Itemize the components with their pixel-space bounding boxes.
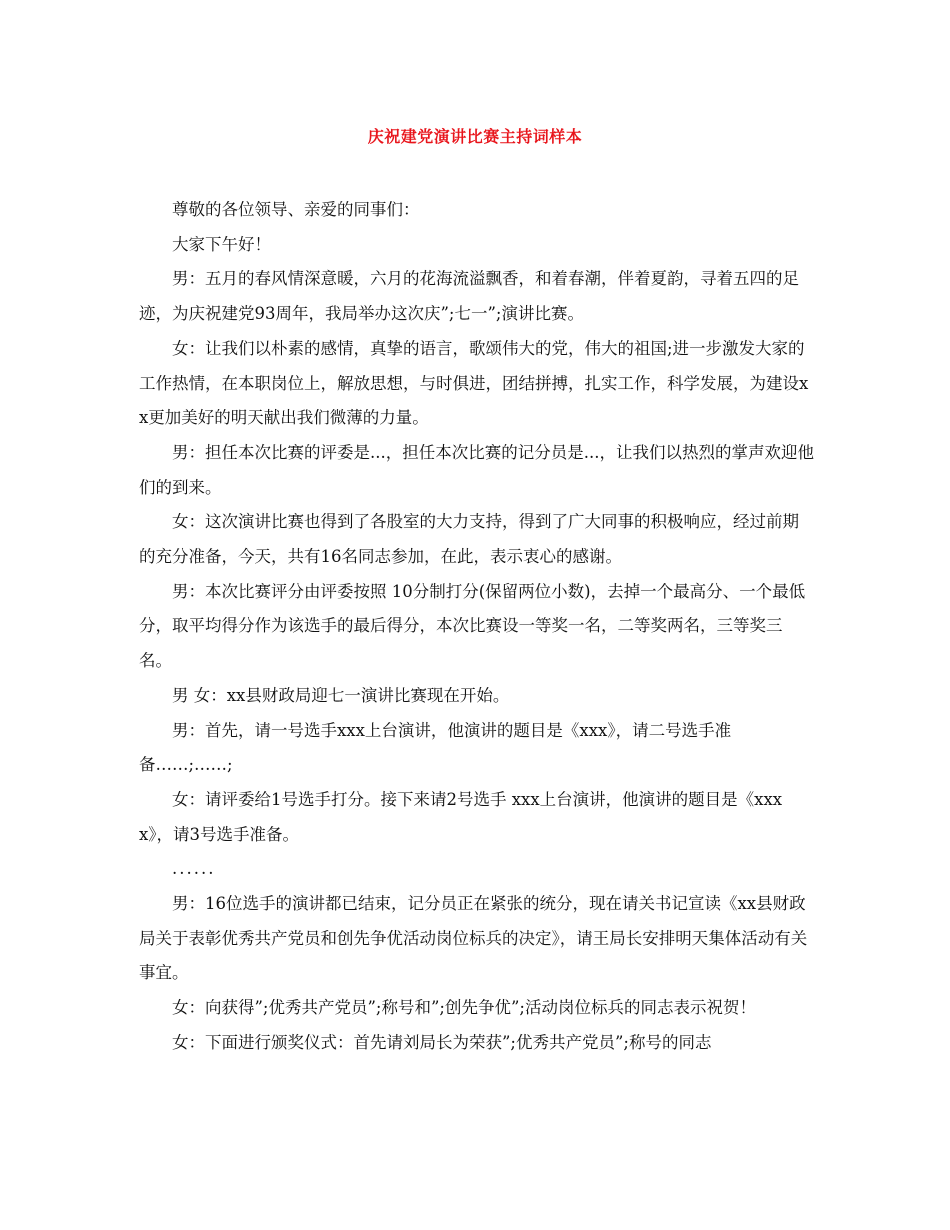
paragraph-female-opening: 女：让我们以朴素的感情，真挚的语言，歌颂伟大的党，伟大的祖国;进一步激发大家的工作热情，在本职岗位上，解放思想，与时俱进，团结拼搏，扎实工作，科学发展，为建设xx更加美好的明天献出我们微薄的力量。 [139,338,809,428]
document-title: 庆祝建党演讲比赛主持词样本 [367,127,583,146]
paragraph-good-afternoon: 大家下午好！ [172,234,271,254]
paragraph-congratulations: 女：向获得”;优秀共产党员”;称号和”;创先争优”;活动岗位标兵的同志表示祝贺！ [172,998,756,1018]
paragraph-ellipsis: ...... [172,859,216,879]
document-body [139,193,815,1061]
paragraph-results: 男：16位选手的演讲都已结束，记分员正在紧张的统分，现在请关书记宣读《xx县财政局关于表彰优秀共产党员和创先争优活动岗位标兵的决定》，请王局长安排明天集体活动有关事宜。 [139,894,808,983]
paragraph-scoring-rules: 男：本次比赛评分由评委按照 10分制打分(保留两位小数)，去掉一个最高分、一个最低分，取平均得分作为该选手的最后得分，本次比赛设一等奖一名，二等奖两名，三等奖三名。 [139,581,806,671]
paragraph-thanks: 女：这次演讲比赛也得到了各股室的大力支持，得到了广大同事的积极响应，经过前期的充分准备，今天，共有16名同志参加，在此，表示衷心的感谢。 [139,512,799,567]
paragraph-male-opening: 男：五月的春风情深意暖，六月的花海流溢飘香，和着春潮，伴着夏韵，寻着五四的足迹，为庆祝建党93周年，我局举办这次庆”;七一”;演讲比赛。 [139,269,799,324]
paragraph-award-ceremony: 女：下面进行颁奖仪式：首先请刘局长为荣获”;优秀共产党员”;称号的同志 [172,1032,712,1052]
paragraph-judges-intro: 男：担任本次比赛的评委是...，担任本次比赛的记分员是...，让我们以热烈的掌声欢迎他们的到来。 [139,442,814,497]
paragraph-contestant-1: 男：首先，请一号选手xxx上台演讲，他演讲的题目是《xxx》，请二号选手准备……;……; [139,720,732,775]
paragraph-greeting: 尊敬的各位领导、亲爱的同事们： [172,200,420,219]
paragraph-start-announcement: 男 女：xx县财政局迎七一演讲比赛现在开始。 [172,685,510,705]
paragraph-contestant-2: 女：请评委给1号选手打分。接下来请2号选手 xxx上台演讲，他演讲的题目是《xxxx》，请3号选手准备。 [139,789,783,844]
